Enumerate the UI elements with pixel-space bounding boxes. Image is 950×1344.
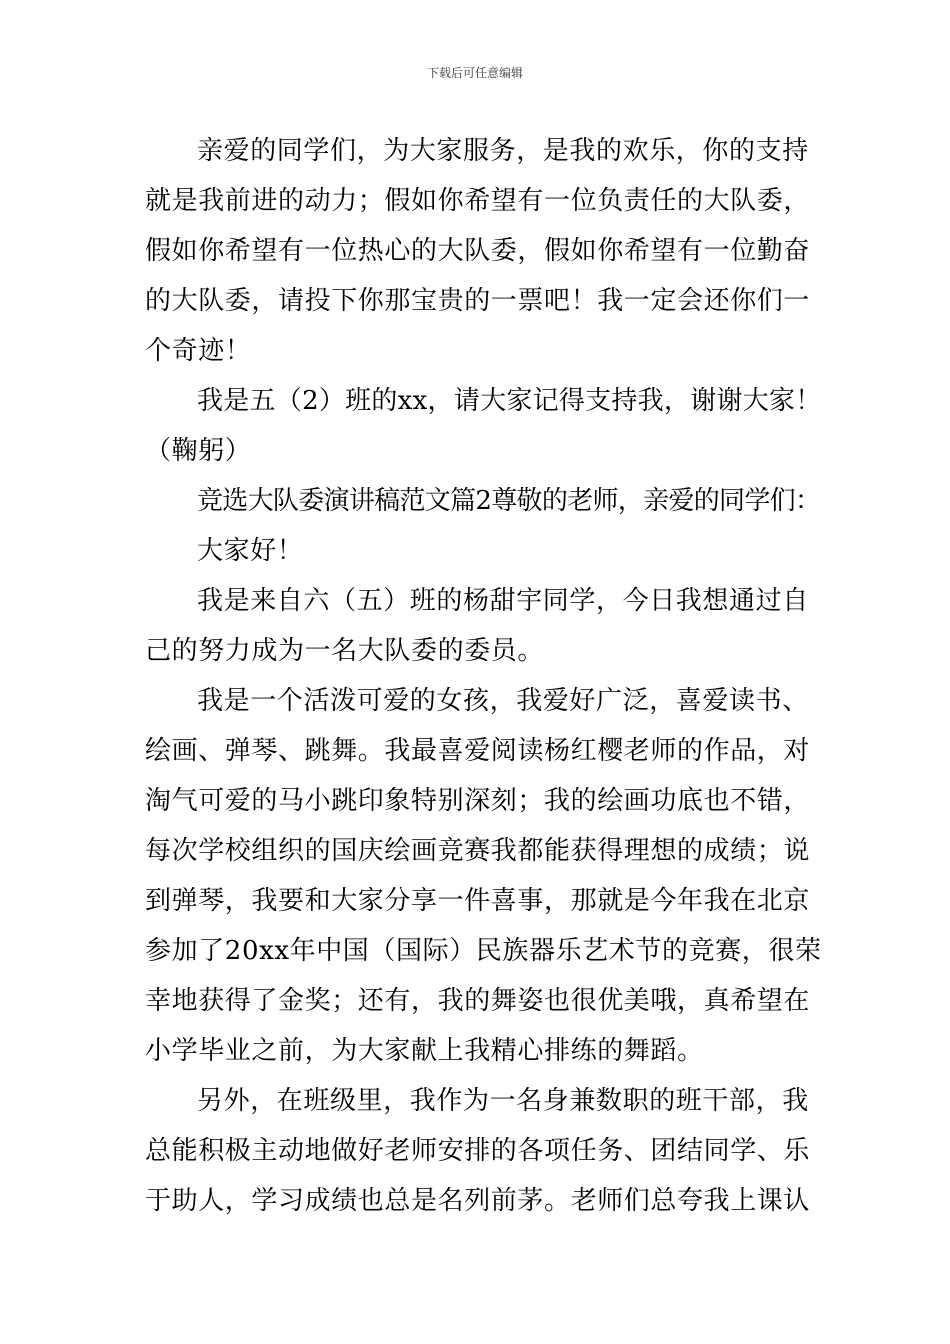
- text-line: 个奇迹！: [145, 336, 252, 366]
- text-line: 于助人，学习成绩也总是名列前茅。老师们总夸我上课认: [145, 1186, 811, 1216]
- text-line: 另外，在班级里，我作为一名身兼数职的班干部，我: [197, 1086, 809, 1116]
- text-line: 竞选大队委演讲稿范文篇2尊敬的老师，亲爱的同学们：: [197, 486, 821, 516]
- text-line: 假如你希望有一位热心的大队委，假如你希望有一位勤奋: [145, 236, 811, 266]
- text-line: 参加了20xx年中国（国际）民族器乐艺术节的竞赛，很荣: [145, 936, 822, 966]
- text-line: （鞠躬）: [145, 436, 252, 466]
- text-line: 幸地获得了金奖；还有，我的舞姿也很优美哦，真希望在: [145, 986, 811, 1016]
- text-line: 绘画、弹琴、跳舞。我最喜爱阅读杨红樱老师的作品，对: [145, 736, 811, 766]
- text-line: 亲爱的同学们，为大家服务，是我的欢乐，你的支持: [197, 136, 809, 166]
- text-line: 到弹琴，我要和大家分享一件喜事，那就是今年我在北京: [145, 886, 811, 916]
- page-header: 下载后可任意编辑: [426, 66, 523, 80]
- text-line: 就是我前进的动力；假如你希望有一位负责任的大队委，: [145, 186, 811, 216]
- text-line: 淘气可爱的马小跳印象特别深刻；我的绘画功底也不错，: [145, 786, 811, 816]
- text-line: 我是来自六（五）班的杨甜宇同学，今日我想通过自: [197, 586, 809, 616]
- text-line: 的大队委，请投下你那宝贵的一票吧！我一定会还你们一: [145, 286, 811, 316]
- text-line: 总能积极主动地做好老师安排的各项任务、团结同学、乐: [145, 1136, 811, 1166]
- text-line: 己的努力成为一名大队委的委员。: [145, 636, 545, 666]
- text-line: 我是五（2）班的xx，请大家记得支持我，谢谢大家！: [197, 386, 822, 416]
- text-line: 大家好！: [197, 536, 304, 566]
- text-line: 小学毕业之前，为大家献上我精心排练的舞蹈。: [145, 1036, 704, 1066]
- text-line: 每次学校组织的国庆绘画竞赛我都能获得理想的成绩；说: [145, 836, 811, 866]
- text-line: 我是一个活泼可爱的女孩，我爱好广泛，喜爱读书、: [197, 686, 809, 716]
